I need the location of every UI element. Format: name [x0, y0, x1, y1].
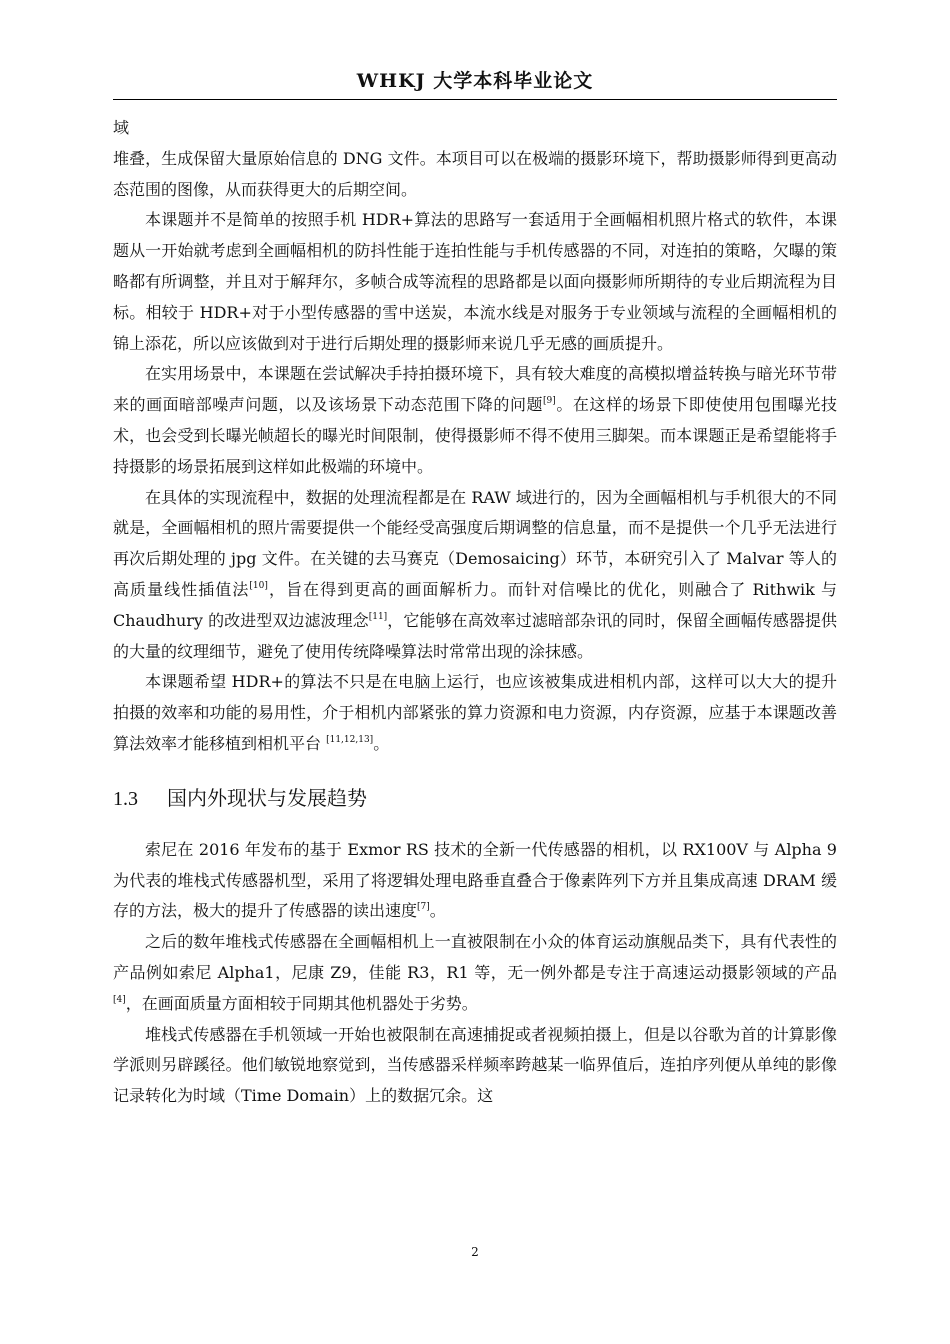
paragraph-full-frame-stacked	[113, 927, 837, 1019]
paragraph-text: 。	[373, 733, 390, 753]
paragraph-text: ，在画面质量方面相较于同期其他机器处于劣势。	[125, 993, 478, 1013]
paragraph-mobile-stacked: 堆栈式传感器在手机领域一开始也被限制在高速捕捉或者视频拍摄上，但是以谷歌为首的计算影像学派则另辟蹊径。他们敏锐地察觉到，当传感器采样频率跨越某一临界值后，连拍序列便从单纯的影像记录转化为时域（Time Domain）上的数据冗余。这	[113, 1024, 837, 1106]
citation: [4]	[113, 994, 126, 1005]
header-rule	[113, 99, 837, 100]
paragraph-text: 在实用场景中，本课题在尝试解决手持拍摄环境下，具有较大难度的高模拟增益转换与暗光环节带来的画面暗部噪声问题，以及该场景下动态范围下降的问题	[113, 364, 837, 415]
citation: [11]	[368, 611, 388, 622]
section-heading	[113, 782, 837, 815]
paragraph-implementation	[113, 483, 837, 668]
citation: [11,12,13]	[326, 734, 374, 745]
paragraph-sony-stacked	[113, 835, 837, 927]
citation: [9]	[543, 396, 556, 407]
paragraph-text: ，旨在得到更高的画面解析力。而针对信噪比的优化，则融合了 Rithwik 与 Chaudhury 的改进型双边滤波理念	[113, 579, 837, 630]
paragraph-text: 本课题希望 HDR+的算法不只是在电脑上运行，也应该被集成进相机内部，这样可以大大的提升拍摄的效率和功能的易用性，介于相机内部紧张的算力资源和电力资源，内存资源，应基于本课题改善算法效率才能移植到相机平台	[113, 672, 837, 753]
page-number: 2	[471, 1245, 479, 1259]
paragraph-project-scope: 本课题并不是简单的按照手机 HDR+算法的思路写一套适用于全画幅相机照片格式的软件，本课题从一开始就考虑到全画幅相机的防抖性能于连拍性能与手机传感器的不同，对连拍的策略，欠曝的策略都有所调整，并且对于解拜尔，多帧合成等流程的思路都是以面向摄影师所期待的专业后期流程为目标。相较于 HDR+对于小型传感器的雪中送炭，本流水线是对服务于专业领域与流程的全画幅相机的锦上添花，所以应该做到对于进行后期处理的摄影师来说几乎无感的画质提升。	[113, 210, 837, 353]
paragraph-text: 索尼在 2016 年发布的基于 Exmor RS 技术的全新一代传感器的相机，以 RX100V 与 Alpha 9 为代表的堆栈式传感器机型，采用了将逻辑处理电路垂直叠合于像素阵列下方并且集成高速 DRAM 缓存的方法，极大的提升了传感器的读出速度	[113, 839, 837, 921]
paragraph-continuation: 堆叠，生成保留大量原始信息的 DNG 文件。本项目可以在极端的摄影环境下，帮助摄影师得到更高动态范围的图像，从而获得更大的后期空间。	[113, 148, 837, 199]
paragraph-in-camera	[113, 667, 837, 759]
paragraph-fragment: 域	[113, 118, 130, 137]
paragraph-use-scenario	[113, 359, 837, 482]
paragraph-text: 在具体的实现流程中，数据的处理流程都是在 RAW 域进行的，因为全画幅相机与手机很大的不同就是，全画幅相机的照片需要提供一个能经受高强度后期调整的信息量，而不是提供一个几乎无法进行再次后期处理的 jpg 文件。在关键的去马赛克（Demosaicing）环节，本研究引入了 Malvar 等人的高质量线性插值法	[113, 487, 837, 599]
running-header: WHKJ 大学本科毕业论文	[356, 70, 594, 92]
paragraph-text: 之后的数年堆栈式传感器在全画幅相机上一直被限制在小众的体育运动旗舰品类下，具有代表性的产品例如索尼 Alpha1，尼康 Z9，佳能 R3，R1 等，无一例外都是专注于高速运动摄影领域的产品	[113, 932, 837, 982]
paragraph-text: ，它能够在高效率过滤暗部杂讯的同时，保留全画幅传感器提供的大量的纹理细节，避免了使用传统降噪算法时常常出现的涂抹感。	[113, 610, 837, 661]
citation: [10]	[249, 580, 268, 591]
paragraph-text: 。在这样的场景下即使使用包围曝光技术，也会受到长曝光帧超长的曝光时间限制，使得摄影师不得不使用三脚架。而本课题正是希望能将手持摄影的场景拓展到这样如此极端的环境中。	[113, 395, 837, 476]
section-number: 1.3	[113, 787, 138, 810]
section-title: 国内外现状与发展趋势	[167, 785, 367, 810]
paragraph-text: 。	[429, 901, 446, 921]
body-text	[113, 113, 837, 1112]
citation: [7]	[417, 902, 430, 913]
